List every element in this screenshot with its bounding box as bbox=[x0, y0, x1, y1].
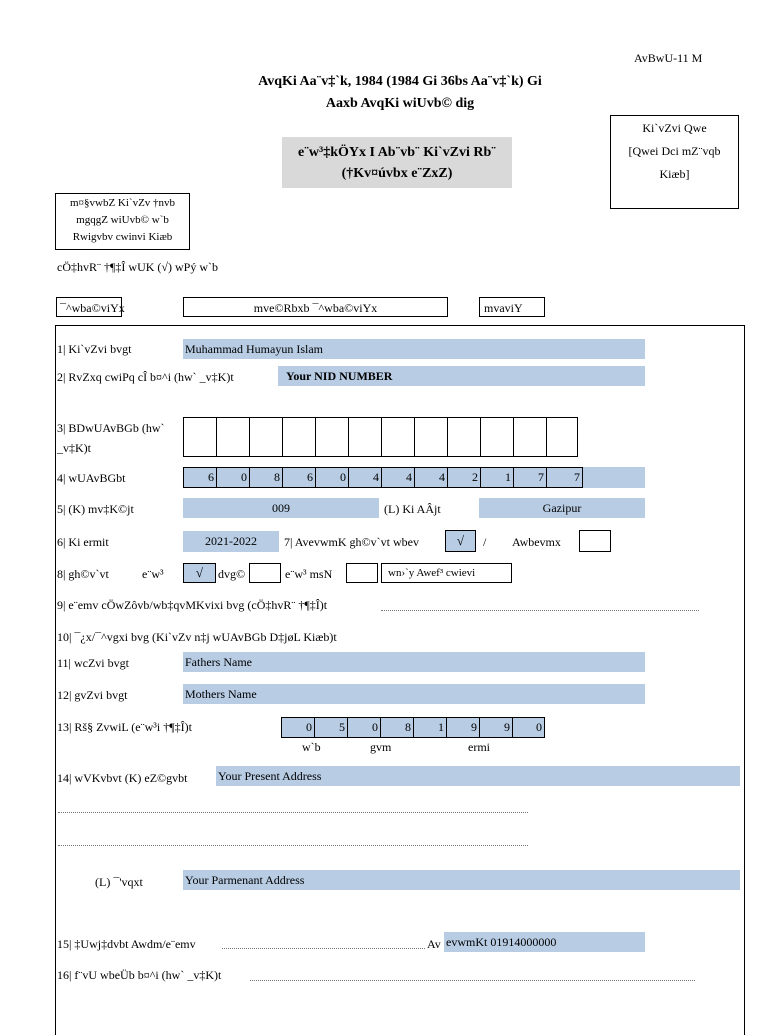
dob-year-label: ermi bbox=[468, 740, 490, 754]
tin-digit: 7 bbox=[574, 470, 580, 484]
taxpayer-name-label: 1| Ki`vZvi bvgt bbox=[57, 342, 132, 356]
permanent-address-field[interactable] bbox=[183, 870, 740, 890]
circle-label: 5| (K) mv‡K©jt bbox=[57, 502, 134, 516]
vat-registration-line[interactable] bbox=[250, 980, 695, 981]
status-label: 8| gh©v`vt bbox=[57, 567, 109, 581]
utin-boxes[interactable] bbox=[183, 417, 578, 457]
dob-digit: 1 bbox=[438, 720, 444, 734]
dob-month-label: gvm bbox=[370, 740, 392, 754]
non-resident-checkbox[interactable] bbox=[579, 530, 611, 552]
universal-assessment-label: mve©Rbxb ¯^wba©viYx bbox=[253, 301, 378, 315]
tin-digit: 6 bbox=[208, 470, 214, 484]
hindu-family-option[interactable] bbox=[381, 563, 512, 583]
status-slash: / bbox=[483, 535, 487, 549]
dob-label: 13| Rš§ ZvwiL (e¨w³i †¶‡Î)t bbox=[57, 720, 192, 734]
individual-label: e¨w³ bbox=[142, 567, 164, 581]
hindu-family-label: wn›`y Awef³ cwievi bbox=[388, 567, 476, 579]
zone-field[interactable] bbox=[479, 498, 645, 518]
present-address-label: 14| wVKvbvt (K) eZ©gvbt bbox=[57, 771, 188, 785]
nid-field[interactable] bbox=[278, 366, 645, 386]
subtitle-line1: e¨w³‡kÖYx I Ab¨vb¨ Ki`vZvi Rb¨ bbox=[298, 145, 496, 160]
residence-phone-field[interactable] bbox=[444, 932, 645, 952]
office-phone-line[interactable] bbox=[222, 948, 425, 949]
dob-digit: 5 bbox=[339, 720, 345, 734]
tin-field[interactable] bbox=[183, 467, 645, 488]
mother-name-label: 12| gvZvi bvgt bbox=[57, 688, 128, 702]
spouse-label: 10| ¯¿x/¯^vgxi bvg (Ki`vZv n‡j wUAvBGb D‡jøL Kiæb)t bbox=[57, 630, 337, 644]
tin-boxes bbox=[183, 467, 583, 488]
subtitle-line2: (†Kv¤úvbx e¨ZxZ) bbox=[341, 166, 453, 181]
subtitle-banner bbox=[282, 137, 512, 188]
side-note-box bbox=[55, 193, 190, 250]
residence-phone-prefix: Av bbox=[427, 937, 441, 951]
tin-digit: 4 bbox=[439, 470, 445, 484]
tin-digit: 8 bbox=[274, 470, 280, 484]
dob-field[interactable] bbox=[281, 717, 545, 738]
dob-digit: 9 bbox=[471, 720, 477, 734]
present-address-field[interactable] bbox=[216, 766, 740, 786]
present-address-line-3[interactable] bbox=[58, 845, 528, 846]
universal-assessment-option[interactable] bbox=[183, 297, 448, 317]
photo-box-line3: Kiæb] bbox=[659, 167, 690, 181]
nid-value: Your NID NUMBER bbox=[286, 369, 393, 383]
resident-checkbox[interactable]: √ bbox=[445, 530, 476, 552]
dob-digit: 0 bbox=[372, 720, 378, 734]
employer-label: 9| e¨emv cÖwZôvb/wb‡qvMKvixi bvg (cÖ‡hvR¨ †¶‡Î)t bbox=[57, 598, 328, 612]
firm-label: dvg© bbox=[218, 567, 246, 581]
photo-box bbox=[610, 115, 739, 209]
form-code: AvBwU-11 M bbox=[634, 51, 703, 65]
normal-assessment-label: ¯^wba©viYx bbox=[60, 301, 125, 315]
general-assessment-label: mvaviY bbox=[484, 301, 523, 315]
father-name-label: 11| wcZvi bvgt bbox=[57, 656, 129, 670]
income-year-label: 6| Ki ermit bbox=[57, 535, 109, 549]
employer-line[interactable] bbox=[381, 610, 699, 611]
firm-checkbox[interactable] bbox=[249, 563, 281, 583]
dob-day-label: w`b bbox=[302, 740, 321, 754]
normal-assessment-option[interactable] bbox=[56, 297, 125, 317]
taxpayer-name-value: Muhammad Humayun Islam bbox=[185, 342, 323, 356]
mother-name-field[interactable] bbox=[183, 684, 645, 704]
residential-status-label: 7| AvevwmK gh©v`vt wbev bbox=[284, 535, 419, 549]
aop-checkbox[interactable] bbox=[346, 563, 378, 583]
individual-checkbox[interactable]: √ bbox=[183, 563, 216, 583]
circle-field[interactable] bbox=[183, 498, 379, 518]
tin-digit: 0 bbox=[340, 470, 346, 484]
tick-instruction: cÖ‡hvR¨ †¶‡Î wUK (√) wPý w`b bbox=[57, 260, 219, 274]
telephone-label: 15| ‡Uwj‡dvbt Awdm/e¨emv bbox=[57, 937, 196, 951]
zone-label: (L) Ki AÂjt bbox=[384, 502, 441, 516]
tin-digit: 1 bbox=[505, 470, 511, 484]
dob-digit: 8 bbox=[405, 720, 411, 734]
zone-value: Gazipur bbox=[542, 501, 582, 515]
present-address-value: Your Present Address bbox=[218, 769, 322, 783]
non-resident-label: Awbevmx bbox=[512, 535, 561, 549]
dob-digit: 0 bbox=[536, 720, 542, 734]
title-line2: Aaxb AvqKi wiUvb© dig bbox=[325, 96, 475, 111]
taxpayer-name-field[interactable] bbox=[183, 339, 645, 359]
nid-label: 2| RvZxq cwiPq cÎ b¤^i (hw` _v‡K)t bbox=[57, 370, 234, 384]
present-address-line-2[interactable] bbox=[58, 812, 528, 813]
side-note-line3: Rwigvbv cwinvi Kiæb bbox=[72, 231, 173, 243]
circle-value: 009 bbox=[272, 501, 290, 515]
permanent-address-label: (L) ¯'vqxt bbox=[95, 875, 143, 889]
residence-phone-value: evwmKt 01914000000 bbox=[446, 935, 557, 949]
dob-digit: 9 bbox=[504, 720, 510, 734]
photo-box-line2: [Qwei Dci mZ¨vqb bbox=[628, 144, 721, 158]
tin-digit: 6 bbox=[307, 470, 313, 484]
title-line1: AvqKi Aa¨v‡`k, 1984 (1984 Gi 36bs Aa¨v‡`k) Gi bbox=[258, 74, 542, 89]
mother-name-value: Mothers Name bbox=[185, 687, 257, 701]
father-name-value: Fathers Name bbox=[185, 655, 252, 669]
side-note-line1: m¤§vwbZ Ki`vZv †nvb bbox=[69, 197, 176, 209]
utin-label-1: 3| BDwUAvBGb (hw` bbox=[57, 421, 165, 435]
dob-digit: 0 bbox=[306, 720, 312, 734]
tin-digit: 4 bbox=[406, 470, 412, 484]
vat-registration-label: 16| f¨vU wbeÜb b¤^i (hw` _v‡K)t bbox=[57, 968, 222, 982]
aop-label: e¨w³ msN bbox=[285, 567, 333, 581]
tin-digit: 0 bbox=[241, 470, 247, 484]
income-year-field[interactable] bbox=[183, 531, 279, 552]
permanent-address-value: Your Parmenant Address bbox=[185, 873, 305, 887]
photo-box-line1: Ki`vZvi Qwe bbox=[642, 121, 707, 135]
tin-digit: 7 bbox=[538, 470, 544, 484]
tin-digit: 4 bbox=[373, 470, 379, 484]
tin-digit: 2 bbox=[472, 470, 478, 484]
tin-label: 4| wUAvBGbt bbox=[57, 471, 126, 485]
income-year-value: 2021-2022 bbox=[205, 534, 257, 548]
general-assessment-option[interactable] bbox=[479, 297, 545, 317]
side-note-line2: mgqgZ wiUvb© w`b bbox=[76, 214, 169, 226]
dob-boxes bbox=[281, 717, 545, 738]
utin-label-2: _v‡K)t bbox=[57, 441, 91, 455]
father-name-field[interactable] bbox=[183, 652, 645, 672]
